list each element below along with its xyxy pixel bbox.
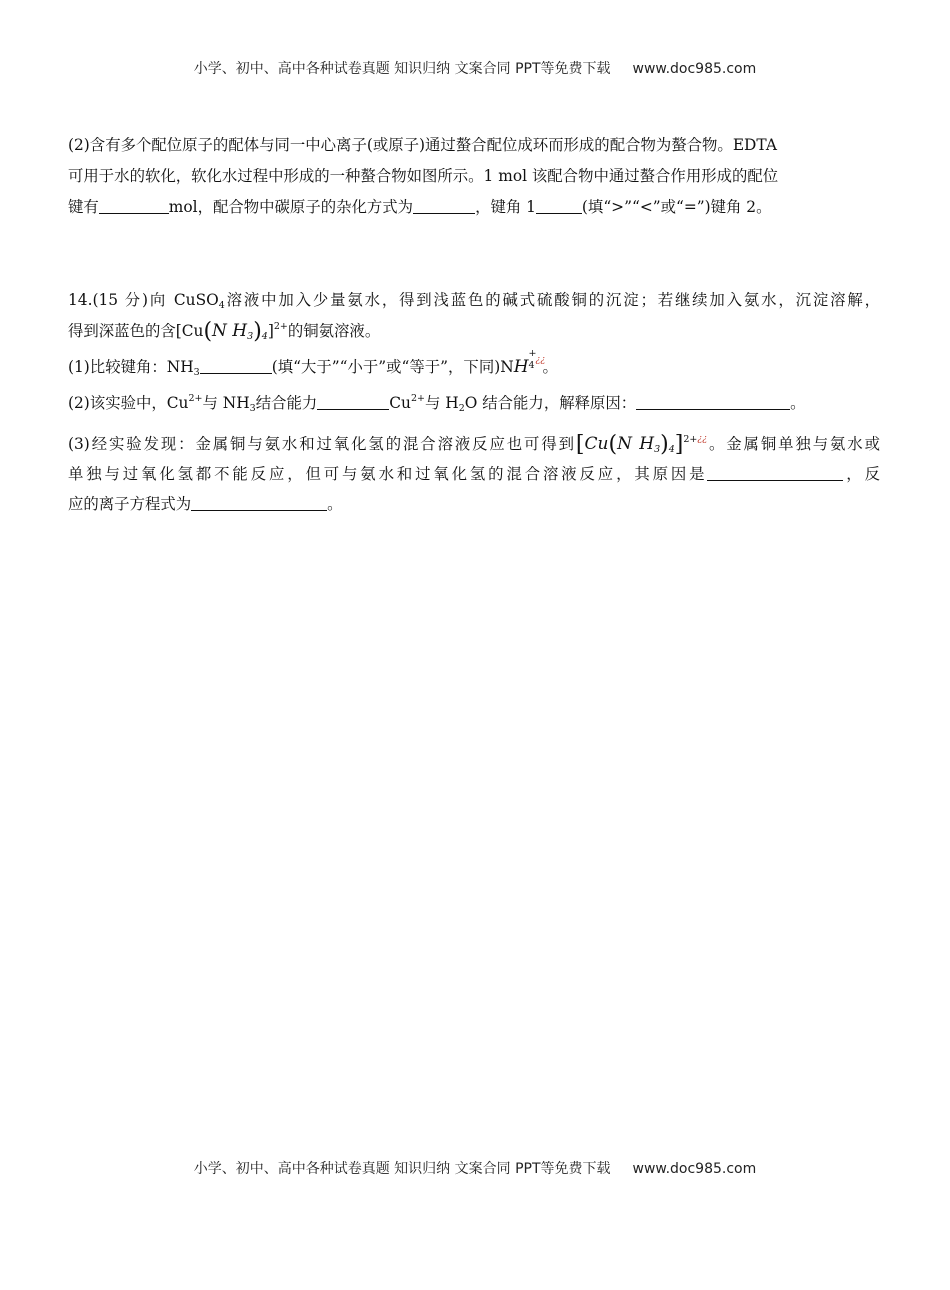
answer-blank-nh3-angle[interactable]	[200, 358, 272, 374]
q13-text-3d: (填“>”“<”或“=”)键角 2。	[581, 198, 772, 216]
q14-s2-sup-2: 2+	[410, 393, 425, 404]
q14-text-2a: 得到深蓝色的含[Cu	[68, 322, 204, 340]
answer-blank-hybridization[interactable]	[413, 198, 475, 214]
q14-s2-text-a: (2)该实验中，Cu	[68, 394, 189, 412]
header-text: 小学、初中、高中各种试卷真题 知识归纳 文案合同 PPT等免费下载	[193, 61, 611, 77]
page-header	[0, 58, 950, 78]
q14-s1-end: 。	[542, 358, 558, 376]
q14-s3-comma: ，	[843, 465, 865, 483]
copper-ammine-formula: [Cu(N $H_3)_4]^{2+¿¿}$	[575, 432, 708, 457]
q13-part2-line3	[68, 197, 880, 217]
q14-s3-text-b: 。金属铜单独与氨水或	[707, 435, 880, 453]
q14-sub1-line	[68, 348, 880, 378]
q14-s2-sub-3: 3	[249, 403, 256, 414]
answer-blank-bond-count[interactable]	[99, 198, 169, 214]
ammonium-formula: H + 4 ¿¿	[513, 348, 546, 377]
q14-s3-text-e: 应的离子方程式为	[68, 495, 192, 513]
q14-text-2b: ]	[267, 322, 274, 340]
q14-line1	[68, 290, 880, 310]
q14-s2-text-f: O 结合能力，解释原因：	[464, 394, 637, 412]
q14-s2-text-c: 结合能力	[255, 394, 318, 412]
q14-sub3-line1	[68, 429, 880, 455]
q14-sub3-line2	[68, 464, 880, 484]
ammonia-formula: (N $H_3)_4$	[203, 319, 268, 344]
q13-text-3b: mol，配合物中碳原子的杂化方式为	[168, 198, 414, 216]
answer-blank-cause[interactable]	[707, 465, 843, 481]
q13-text-3a: 键有	[68, 198, 99, 216]
q14-s2-sup-1: 2+	[188, 393, 203, 404]
q14-s2-text-b: 与 NH	[202, 394, 250, 412]
q14-s3-end: 。	[327, 495, 343, 513]
header-site: www.doc985.com	[632, 61, 757, 77]
q13-text-3c: ，键角 1	[475, 198, 536, 216]
q14-s2-sub-2: 2	[458, 403, 465, 414]
q14-text-1b: 溶液中加入少量氨水，得到浅蓝色的碱式硫酸铜的沉淀；若继续加入氨水，沉淀溶解，	[224, 291, 880, 309]
q14-sup-charge: 2+	[273, 321, 288, 332]
q14-text-1a: 14.(15 分)向 CuSO	[68, 291, 219, 309]
answer-blank-ionic-equation[interactable]	[191, 495, 327, 511]
q14-s1-sub-3: 3	[193, 367, 200, 378]
answer-blank-binding-ability[interactable]	[317, 394, 389, 410]
q13-part2-line2	[68, 166, 880, 186]
footer-site: www.doc985.com	[632, 1161, 757, 1177]
page-footer	[0, 1158, 950, 1178]
q14-s3-text-c: 单独与过氧化氢都不能反应，但可与氨水和过氧化氢的混合溶液反应，其原因是	[68, 465, 708, 483]
q13-part2-text-2: 可用于水的软化，软化水过程中形成的一种螯合物如图所示。1 mol 该配合物中通过螯合作用形成的配位	[68, 167, 779, 185]
q14-sub-4: 4	[218, 300, 225, 311]
q14-s3-text-d: 反	[864, 465, 880, 483]
q14-sub3-line3	[68, 494, 880, 514]
q14-s3-text-a: (3)经实验发现：金属铜与氨水和过氧化氢的混合溶液反应也可得到	[68, 435, 576, 453]
q14-s2-text-d: Cu	[389, 394, 411, 412]
q14-s2-text-e: 与 H	[424, 394, 459, 412]
footer-text: 小学、初中、高中各种试卷真题 知识归纳 文案合同 PPT等免费下载	[193, 1161, 611, 1177]
q13-part2-text-1: (2)含有多个配位原子的配体与同一中心离子(或原子)通过螯合配位成环而形成的配合物为螯合物。EDTA	[68, 136, 777, 154]
answer-blank-reason[interactable]	[636, 394, 790, 410]
q14-text-2c: 的铜氨溶液。	[287, 322, 381, 340]
q14-s1-text-b: (填“大于”“小于”或“等于”，下同)N	[271, 358, 514, 376]
q14-s1-text-a: (1)比较键角：NH	[68, 358, 194, 376]
q14-sub2-line	[68, 393, 880, 413]
q14-s2-end: 。	[790, 394, 806, 412]
q13-part2-line1	[68, 135, 880, 155]
answer-blank-bond-angle[interactable]	[536, 198, 582, 214]
q14-line2	[68, 321, 880, 342]
